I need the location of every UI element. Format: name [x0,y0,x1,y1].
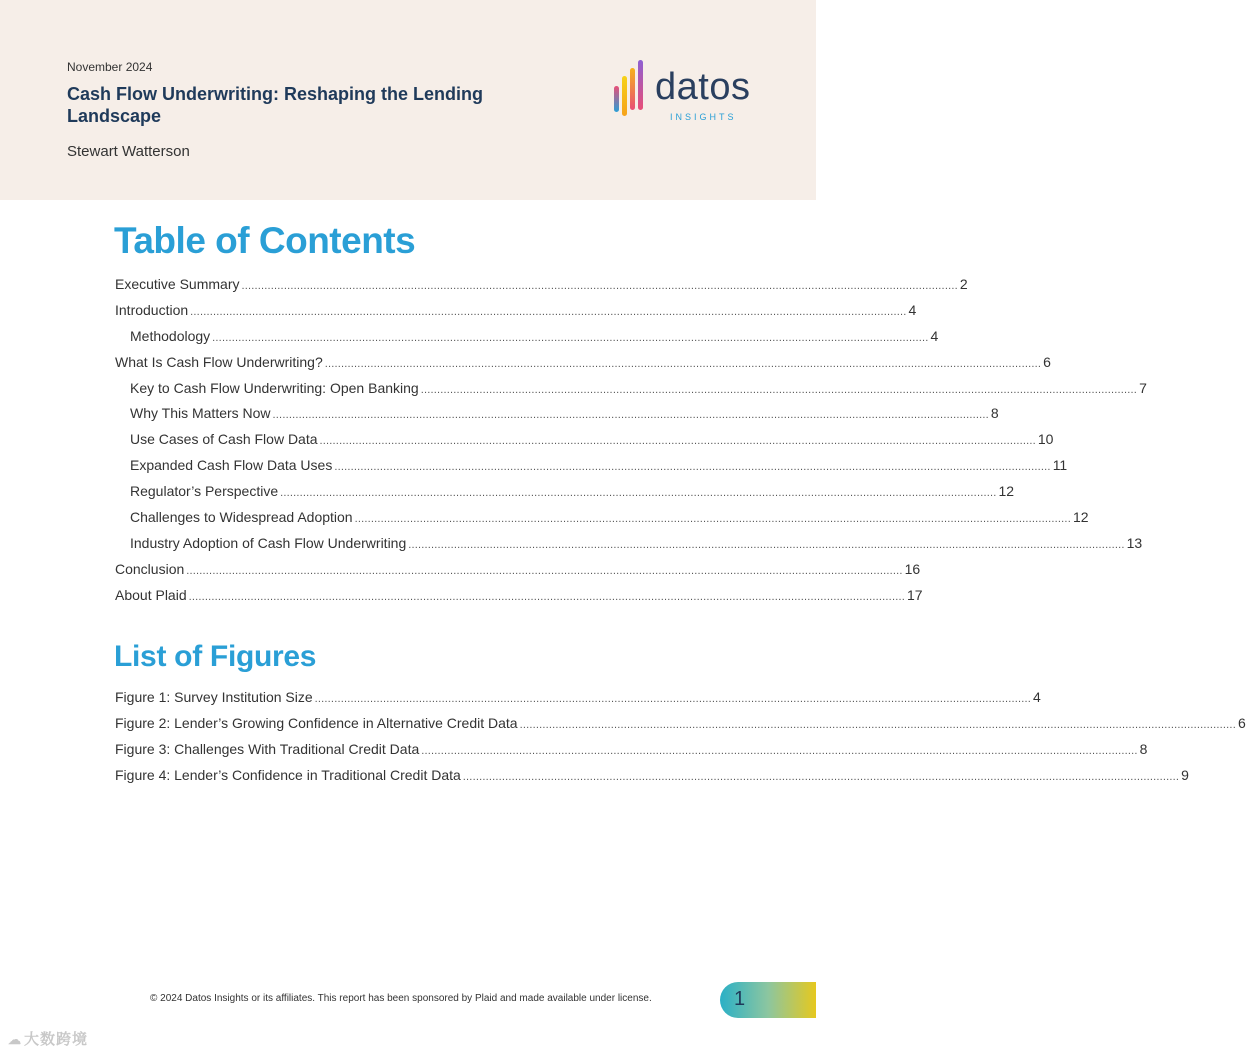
toc-entry-label: Conclusion [115,560,185,577]
toc-entry-page: 17 [906,586,923,603]
dot-leader: ............................................................................................................................................................................................................................ [519,718,1236,731]
toc-entry-page: 13 [1126,534,1143,551]
report-author: Stewart Watterson [67,143,190,160]
toc-entry-page: 7 [1139,379,1147,396]
toc-entry-page: 8 [990,405,999,422]
toc-entry[interactable] [115,276,968,302]
dot-leader: ............................................................................................................................................................................................................................ [462,770,1180,783]
toc-entry-page: 16 [904,560,921,577]
dot-leader: ............................................................................................................................................................................................................................ [272,409,989,422]
toc-entry-page: 4 [930,327,939,344]
dot-leader: ............................................................................................................................................................................................................................ [241,280,958,292]
toc-entry-page: 10 [1037,431,1054,448]
toc-entry-label: Expanded Cash Flow Data Uses [130,457,333,474]
logo-subtitle: INSIGHTS [670,112,737,122]
toc-entry-label: Industry Adoption of Cash Flow Underwriting [130,534,407,551]
toc-entry[interactable] [115,534,1143,561]
page-number: 1 [734,988,746,1010]
list-of-figures [115,689,1246,793]
dot-leader: ............................................................................................................................................................................................................................ [334,461,1051,474]
table-of-contents [115,276,1147,613]
figure-entry[interactable] [115,714,1246,741]
figure-entry[interactable] [115,689,1041,715]
figures-heading: List of Figures [114,640,317,673]
toc-entry[interactable] [115,586,923,613]
figure-entry-page: 9 [1181,766,1189,783]
toc-entry-label: Regulator’s Perspective [130,483,279,500]
dot-leader: ............................................................................................................................................................................................................................ [408,538,1125,551]
figure-entry[interactable] [115,766,1189,793]
dot-leader: ............................................................................................................................................................................................................................ [188,590,905,603]
toc-entry-page: 6 [1043,353,1051,370]
toc-entry[interactable] [115,327,939,354]
toc-entry[interactable] [115,431,1054,457]
figure-entry-page: 6 [1237,714,1246,731]
toc-entry-label: Use Cases of Cash Flow Data [130,431,318,448]
dot-leader: ............................................................................................................................................................................................................................ [420,383,1138,396]
toc-entry-page: 2 [959,276,968,292]
figure-entry-label: Figure 4: Lender’s Confidence in Traditional Credit Data [115,766,461,783]
dot-leader: ............................................................................................................................................................................................................................ [421,744,1138,757]
toc-entry[interactable] [115,301,917,328]
figure-entry-label: Figure 3: Challenges With Traditional Credit Data [115,740,420,757]
dot-leader: ............................................................................................................................................................................................................................ [324,357,1042,370]
watermark [8,1028,88,1049]
logo-wordmark: datos [655,66,751,108]
dot-leader: ............................................................................................................................................................................................................................ [212,331,929,344]
report-title: Cash Flow Underwriting: Reshaping the Lending Landscape [67,84,484,126]
figure-entry-page: 8 [1139,740,1148,757]
dot-leader: ............................................................................................................................................................................................................................ [354,513,1071,526]
figure-entry[interactable] [115,740,1148,767]
toc-entry-page: 12 [998,483,1015,500]
figure-entry-page: 4 [1033,689,1041,705]
toc-heading: Table of Contents [114,220,416,261]
footer-copyright: © 2024 Datos Insights or its affiliates. This report has been sponsored by Plaid and made available under license. [150,993,652,1004]
cloud-icon: ☁ [8,1032,22,1047]
dot-leader: ............................................................................................................................................................................................................................ [314,693,1032,705]
report-date: November 2024 [67,60,153,74]
bars-logo-icon [612,58,648,122]
toc-entry-page: 12 [1072,509,1089,526]
toc-entry-label: About Plaid [115,586,187,603]
toc-entry-label: Challenges to Widespread Adoption [130,509,353,526]
toc-entry-label: Key to Cash Flow Underwriting: Open Banking [130,379,419,396]
figure-entry-label: Figure 1: Survey Institution Size [115,689,313,705]
toc-entry[interactable] [115,457,1068,483]
toc-entry[interactable] [115,353,1051,380]
toc-entry-label: Why This Matters Now [130,405,271,422]
watermark-text: 大数跨境 [24,1031,89,1048]
toc-entry[interactable] [115,405,999,431]
toc-entry[interactable] [115,379,1147,406]
figure-entry-label: Figure 2: Lender’s Growing Confidence in Alternative Credit Data [115,714,518,731]
toc-entry[interactable] [115,560,921,587]
dot-leader: ............................................................................................................................................................................................................................ [280,487,997,500]
toc-entry-label: What Is Cash Flow Underwriting? [115,353,323,370]
toc-entry[interactable] [115,483,1015,509]
page-number-tab [720,982,816,1018]
dot-leader: ............................................................................................................................................................................................................................ [186,564,903,577]
report-header [0,0,816,200]
toc-entry-label: Introduction [115,301,189,318]
toc-entry-page: 11 [1052,457,1068,474]
dot-leader: ............................................................................................................................................................................................................................ [319,435,1036,448]
dot-leader: ............................................................................................................................................................................................................................ [190,305,907,318]
toc-entry-page: 4 [908,301,917,318]
toc-entry[interactable] [115,509,1089,535]
datos-insights-logo [612,58,772,128]
toc-entry-label: Executive Summary [115,276,240,292]
toc-entry-label: Methodology [130,327,211,344]
